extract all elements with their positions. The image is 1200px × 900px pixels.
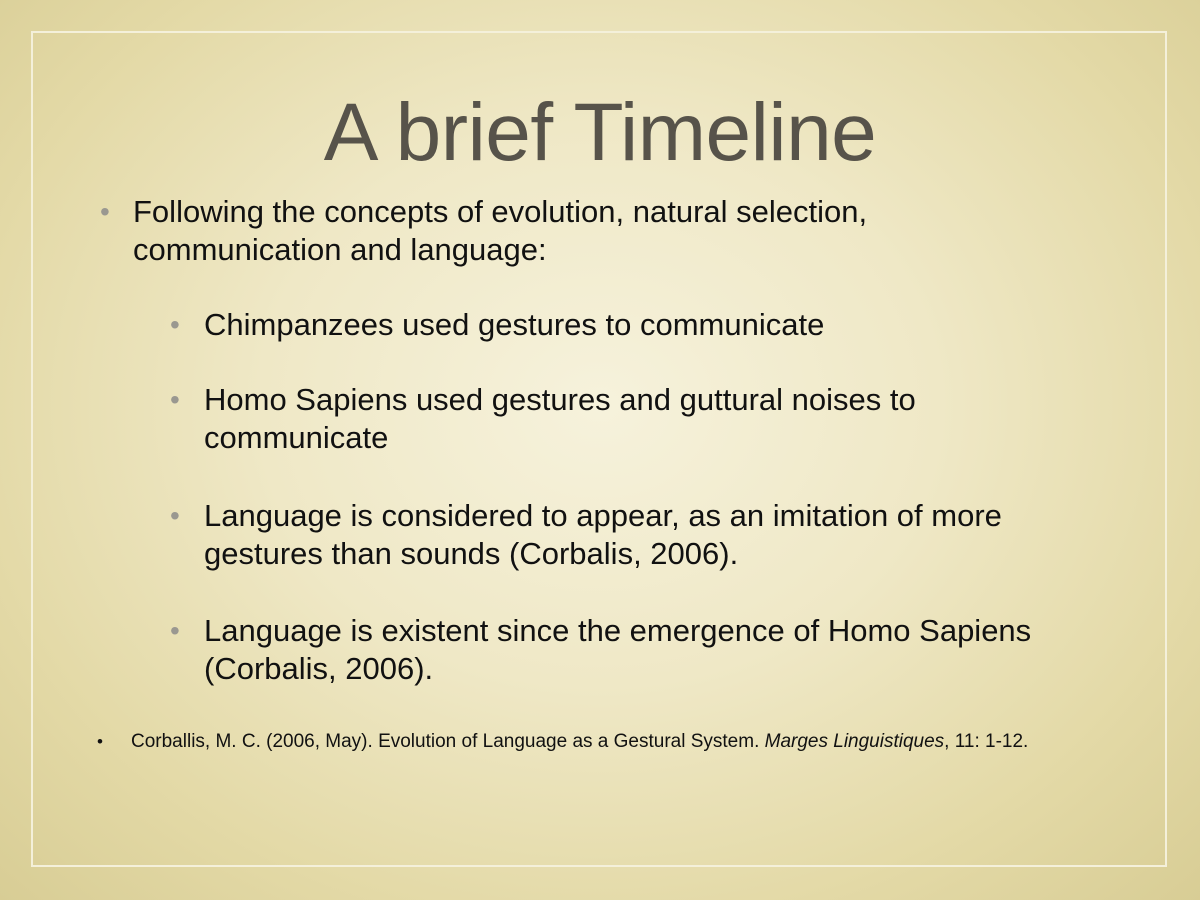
bullet-marker: •: [170, 309, 180, 340]
bullet-level2: Homo Sapiens used gestures and guttural noises to communicate: [204, 382, 916, 455]
reference-volume: , 11: 1-12.: [944, 731, 1029, 752]
bullet-marker: •: [170, 615, 180, 646]
bullet-marker: •: [170, 500, 180, 531]
bullet-marker: •: [100, 196, 110, 227]
bullet-level1: Following the concepts of evolution, natural selection, communication and language:: [133, 194, 868, 267]
reference-bullet-marker: •: [97, 732, 103, 751]
slide-title: A brief Timeline: [323, 87, 877, 178]
bullet-level2: Chimpanzees used gestures to communicate: [204, 307, 825, 342]
bullet-marker: •: [170, 384, 180, 415]
bullet-level2: Language is existent since the emergence of Homo Sapiens (Corbalis, 2006).: [204, 613, 1032, 686]
reference-text: Corballis, M. C. (2006, May). Evolution of Language as a Gestural System.: [131, 731, 765, 752]
reference-journal: Marges Linguistiques: [764, 731, 945, 752]
bullet-level2: Language is considered to appear, as an imitation of more gestures than sounds (Corbalis, 2006).: [204, 498, 1002, 571]
reference-citation: [131, 730, 1111, 753]
